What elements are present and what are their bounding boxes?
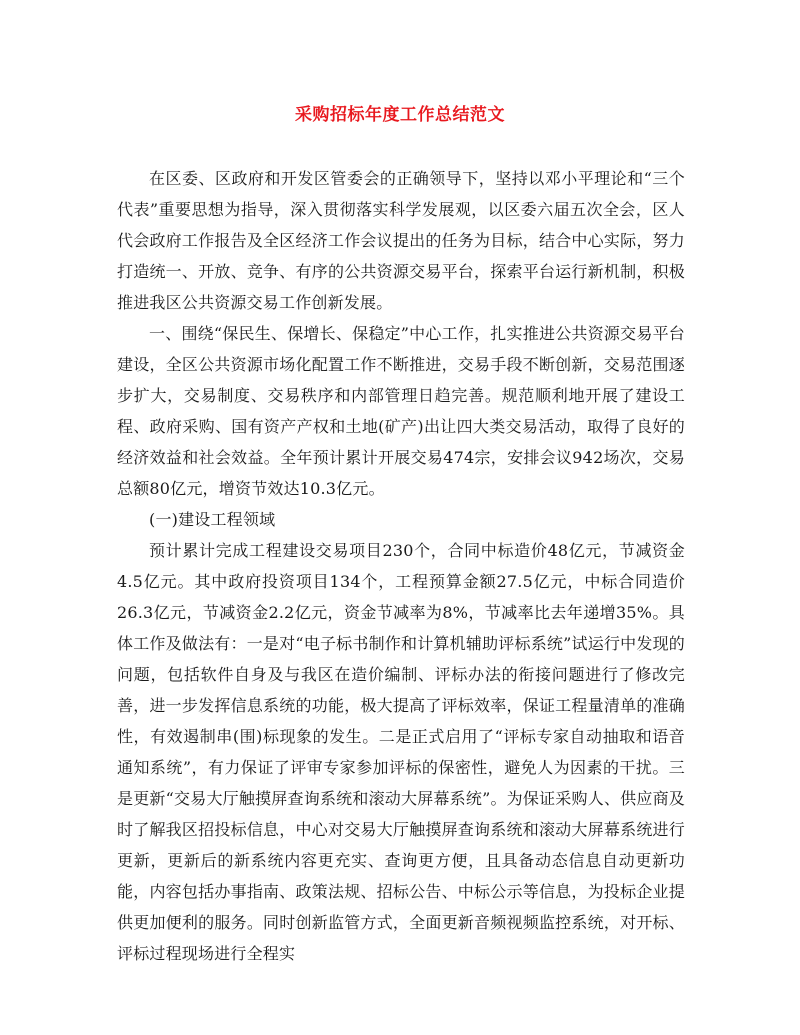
subsection-heading: (一)建设工程领域 xyxy=(149,510,276,529)
document-title: 采购招标年度工作总结范文 xyxy=(295,105,505,125)
paragraph-intro: 在区委、区政府和开发区管委会的正确领导下，坚持以邓小平理论和“三个代表”重要思想为指导，深入贯彻落实科学发展观，以区委六届五次全会，区人代会政府工作报告及全区经济工作会议提出的任务为目标，结合中心实际，努力打造统一、开放、竞争、有序的公共资源交易平台，探索平台运行新机制，积极推进我区公共资源交易工作创新发展。 xyxy=(117,169,685,312)
paragraph-construction: 预计累计完成工程建设交易项目230个，合同中标造价48亿元，节减资金4.5亿元。其中政府投资项目134个，工程预算金额27.5亿元，中标合同造价26.3亿元，节减资金2.2亿元，资金节减率为8%，节减率比去年递增35%。具体工作及做法有：一是对“电子标书制作和计算机辅助评标系统”试运行中发现的问题，包括软件自身及与我区在造价编制、评标办法的衔接问题进行了修改完善，进一步发挥信息系统的功能，极大提高了评标效率，保证工程量清单的准确性，有效遏制串(围)标现象的发生。二是正式启用了“评标专家自动抽取和语音通知系统”，有力保证了评审专家参加评标的保密性，避免人为因素的干扰。三是更新“交易大厅触摸屏查询系统和滚动大屏幕系统”。为保证采购人、供应商及时了解我区招投标信息，中心对交易大厅触摸屏查询系统和滚动大屏幕系统进行更新，更新后的新系统内容更充实、查询更方便，且具备动态信息自动更新功能，内容包括办事指南、政策法规、招标公告、中标公示等信息，为投标企业提供更加便利的服务。同时创新监管方式，全面更新音频视频监控系统，对开标、评标过程现场进行全程实 xyxy=(117,541,685,963)
document-body xyxy=(117,163,685,969)
paragraph-section-one: 一、围绕“保民生、保增长、保稳定”中心工作，扎实推进公共资源交易平台建设，全区公共资源市场化配置工作不断推进，交易手段不断创新，交易范围逐步扩大，交易制度、交易秩序和内部管理日趋完善。规范顺利地开展了建设工程、政府采购、国有资产产权和土地(矿产)出让四大类交易活动，取得了良好的经济效益和社会效益。全年预计累计开展交易474宗，安排会议942场次，交易总额80亿元，增资节效达10.3亿元。 xyxy=(117,324,685,498)
